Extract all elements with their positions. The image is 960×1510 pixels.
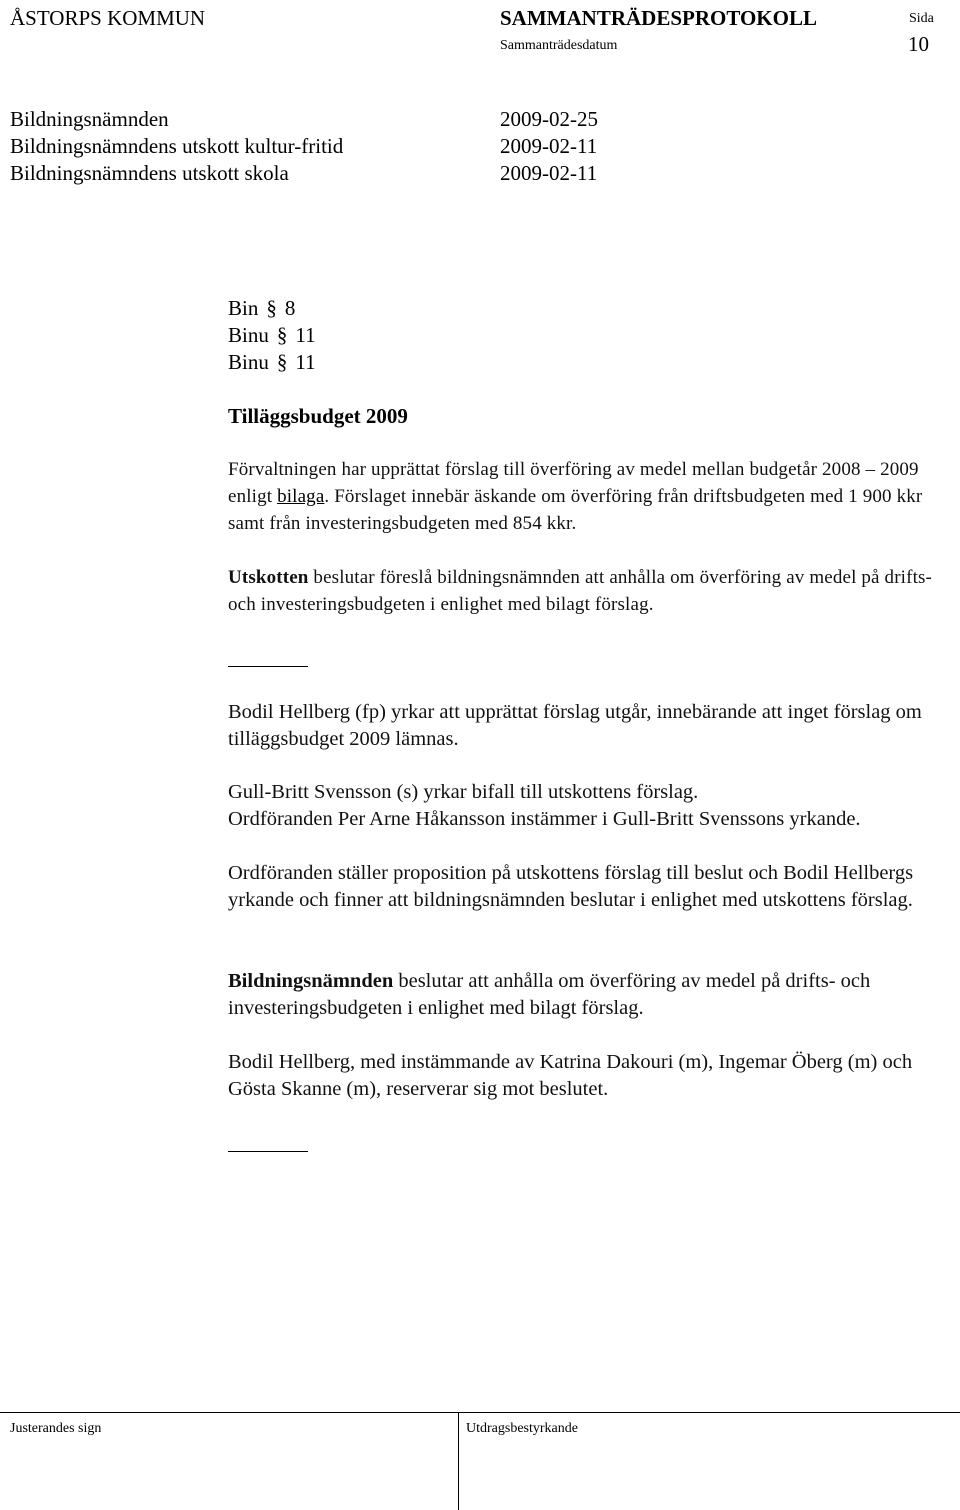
committee-decision-paragraph: [228, 564, 940, 618]
meeting-date: 2009-02-11: [500, 161, 598, 185]
board-decision-text: beslutar att anhålla om överföring av medel på drifts- och investeringsbudgeten i enlighet med bilagt förslag.: [228, 970, 871, 1019]
meeting-body: Bildningsnämndens utskott skola: [10, 161, 289, 185]
meeting-date: 2009-02-25: [500, 107, 598, 131]
separator-rule: [228, 666, 308, 667]
paragraph-reference: [228, 350, 316, 375]
section-sign: §: [266, 296, 277, 320]
intro-text: Förvaltningen har upprättat förslag till överföring av medel mellan budgetår 2008 – 2009 enligt: [228, 459, 919, 507]
extract-certification-label: Utdragsbestyrkande: [466, 1421, 578, 1436]
meeting-date-label: Sammanträdesdatum: [500, 38, 618, 53]
page-label: Sida: [909, 11, 934, 26]
motion-svensson-line: Gull-Britt Svensson (s) yrkar bifall till utskottens förslag.: [228, 781, 699, 803]
meeting-body: Bildningsnämnden: [10, 107, 169, 131]
paragraph-reference: [228, 296, 295, 321]
paragraph-prefix: Binu: [228, 323, 269, 347]
footer-column-divider: [458, 1412, 459, 1510]
attachment-link[interactable]: bilaga: [277, 486, 325, 507]
meeting-body: Bildningsnämndens utskott kultur-fritid: [10, 134, 344, 158]
organization-name: ÅSTORPS KOMMUN: [10, 6, 206, 30]
separator-rule: [228, 1151, 308, 1152]
section-heading: Tilläggsbudget 2009: [228, 404, 408, 428]
committee-decision-subject: Utskotten: [228, 567, 309, 588]
intro-text-continued: . Förslaget innebär äskande om överföring från driftsbudgeten med 1 900 kkr samt från investeringsbudgeten med 854 kkr.: [228, 486, 923, 534]
board-decision-subject: Bildningsnämnden: [228, 970, 394, 992]
paragraph-number: 11: [295, 323, 316, 347]
meeting-date: 2009-02-11: [500, 134, 598, 158]
paragraph-number: 11: [295, 350, 316, 374]
paragraph-prefix: Binu: [228, 350, 269, 374]
section-sign: §: [276, 323, 288, 347]
paragraph-number: 8: [284, 296, 296, 320]
footer-divider: [0, 1412, 960, 1413]
paragraph-prefix: Bin: [228, 296, 259, 320]
document-title: SAMMANTRÄDESPROTOKOLL: [500, 6, 817, 30]
justification-signature-label: Justerandes sign: [10, 1421, 102, 1436]
chair-proposition-paragraph: Ordföranden ställer proposition på utskottens förslag till beslut och Bodil Hellbergs yrkande och finner att bildningsnämnden beslutar i enlighet med utskottens förslag.: [228, 862, 914, 911]
committee-decision-text: beslutar föreslå bildningsnämnden att anhålla om överföring av medel på drifts- och investeringsbudgeten i enlighet med bilagt förslag.: [228, 567, 933, 615]
intro-paragraph: [228, 456, 940, 537]
motion-hellberg-paragraph: Bodil Hellberg (fp) yrkar att upprättat förslag utgår, innebärande att inget förslag om tilläggsbudget 2009 lämnas.: [228, 701, 922, 750]
reservation-paragraph: Bodil Hellberg, med instämmande av Katrina Dakouri (m), Ingemar Öberg (m) och Gösta Skanne (m), reserverar sig mot beslutet.: [228, 1051, 913, 1100]
paragraph-reference: [228, 323, 316, 348]
chair-agrees-line: Ordföranden Per Arne Håkansson instämmer i Gull-Britt Svenssons yrkande.: [228, 808, 861, 830]
section-sign: §: [276, 350, 288, 374]
page-number: 10: [908, 32, 929, 56]
board-decision-paragraph: [228, 968, 940, 1022]
